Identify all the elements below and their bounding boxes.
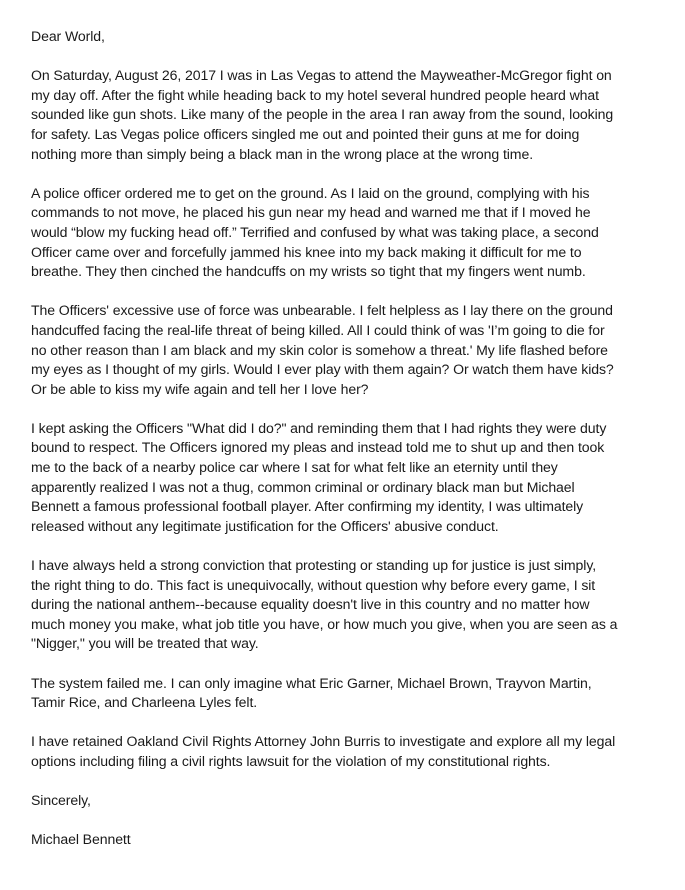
- paragraph-1: On Saturday, August 26, 2017 I was in Las Vegas to attend the Mayweather-McGregor fight on my day off. After the fight while heading back to my hotel several hundred people heard what sounded like gun shots. Like many of the people in the area I ran away from the sound, looking for safety. Las Vegas police officers singled me out and pointed their guns at me for doing nothing more than simply being a black man in the wrong place at the wrong time.: [31, 67, 614, 162]
- paragraph-2: A police officer ordered me to get on the ground. As I laid on the ground, complying with his commands to not move, he placed his gun near my head and warned me that if I moved he would “blow my fucking head off.” Terrified and confused by what was taking place, a second Officer came over and forcefully jammed his knee into my back making it difficult for me to breathe. They then cinched the handcuffs on my wrists so tight that my fingers went numb.: [31, 184, 599, 280]
- paragraph-4: I kept asking the Officers "What did I do?" and reminding them that I had rights they were duty bound to respect. The Officers ignored my pleas and instead told me to shut up and then took me to the back of a nearby police car where I sat for what felt like an eternity until they apparently realized I was not a thug, common criminal or ordinary black man but Michael Bennett a famous professional football player. After confirming my identity, I was ultimately released without any legitimate justification for the Officers' abusive conduct.: [31, 419, 607, 534]
- paragraph-7: I have retained Oakland Civil Rights Attorney John Burris to investigate and explore all my legal options including filing a civil rights lawsuit for the violation of my constitutional rights.: [31, 733, 616, 769]
- paragraph-5: I have always held a strong conviction that protesting or standing up for justice is just simply, the right thing to do. This fact is unequivocally, without question why before every game, I sit during the national anthem--because equality doesn't live in this country and no matter how much money you make, what job title you have, or how much you give, when you are seen as a "Nigger," you will be treated that way.: [31, 557, 618, 652]
- letter-closing: Sincerely,: [31, 792, 91, 809]
- letter-salutation: Dear World,: [31, 28, 105, 44]
- paragraph-6: The system failed me. I can only imagine what Eric Garner, Michael Brown, Trayvon Martin, Tamir Rice, and Charleena Lyles felt.: [31, 674, 592, 711]
- paragraph-3: The Officers' excessive use of force was unbearable. I felt helpless as I lay there on the ground handcuffed facing the real-life threat of being killed. All I could think of was 'I’m going to die for no other reason than I am black and my skin color is somehow a threat.' My life flashed before my eyes as I thought of my girls. Would I ever play with them again? Or watch them have kids? Or be able to kiss my wife again and tell her I love her?: [31, 302, 614, 397]
- letter-signature: Michael Bennett: [31, 831, 131, 848]
- letter: [31, 27, 659, 850]
